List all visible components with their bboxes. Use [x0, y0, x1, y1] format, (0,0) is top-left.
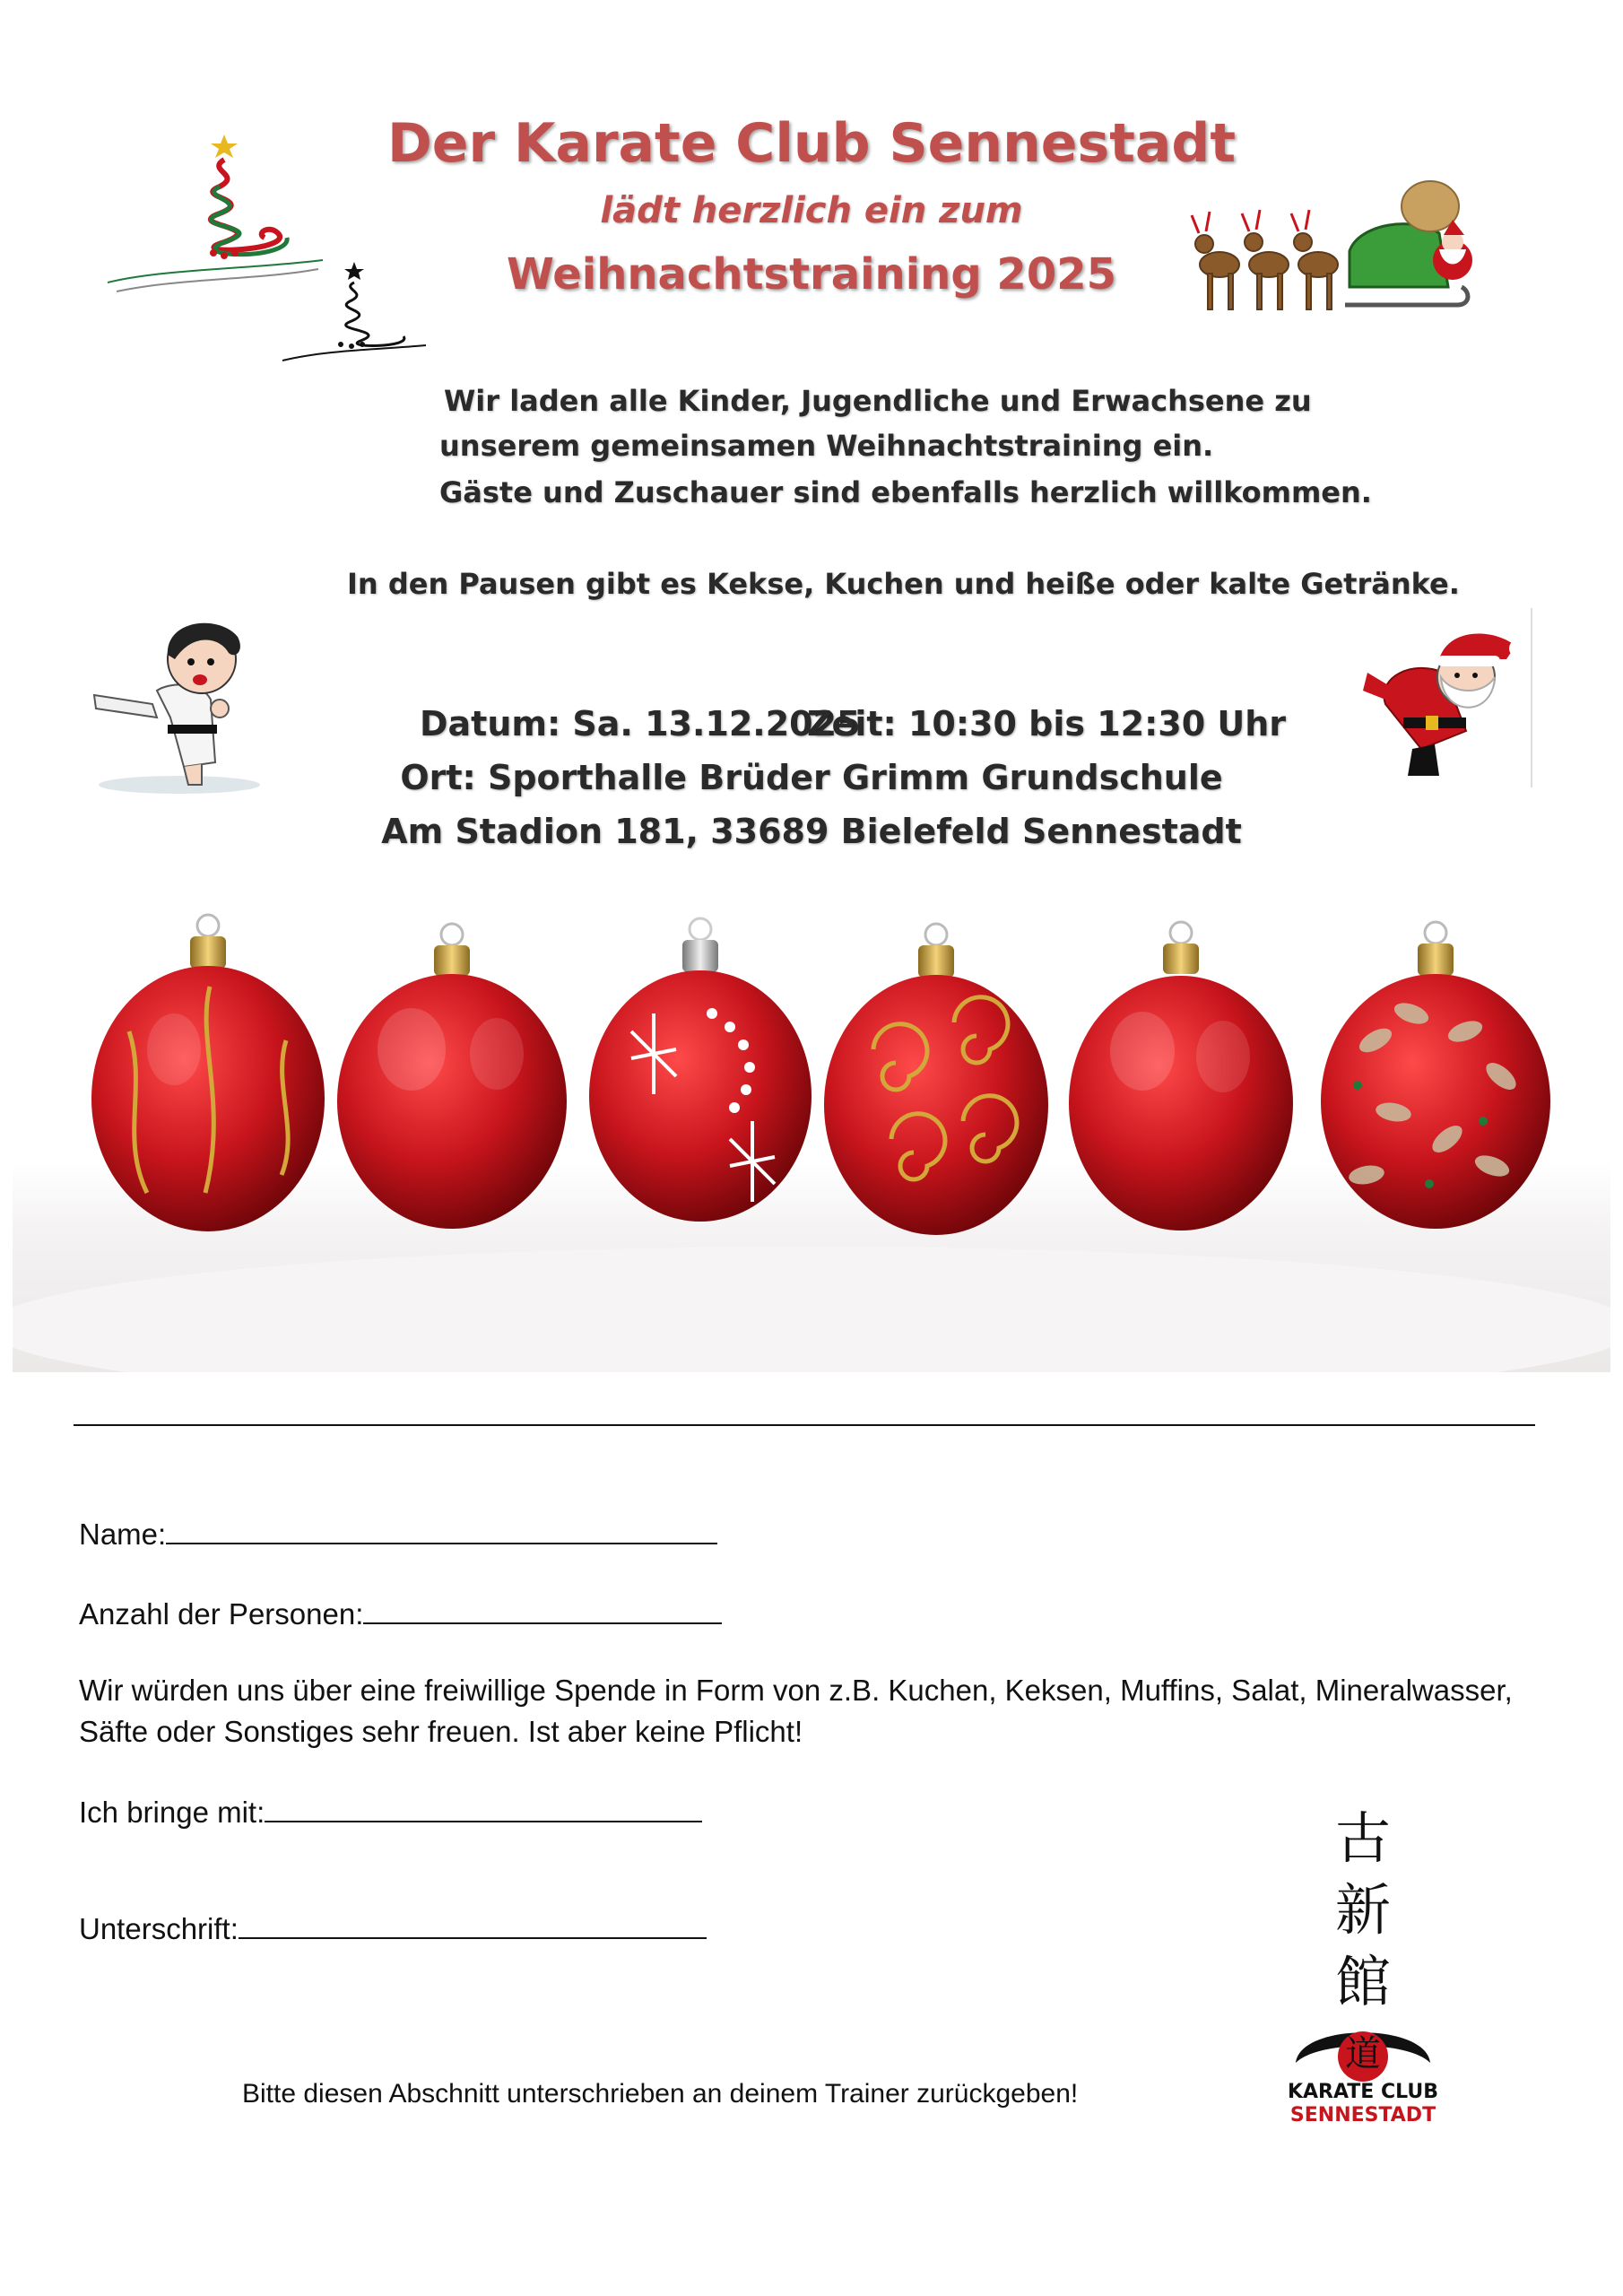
persons-label: Anzahl der Personen: — [79, 1597, 364, 1631]
intro-line-3: Gäste und Zuschauer sind ebenfalls herzlich willkommen. — [439, 475, 1372, 509]
bring-field[interactable] — [265, 1792, 702, 1822]
name-field[interactable] — [166, 1514, 717, 1544]
intro-line-4: In den Pausen gibt es Kekse, Kuchen und heiße oder kalte Getränke. — [347, 567, 1460, 601]
logo-text-1: KARATE CLUB — [1287, 2081, 1439, 2103]
page-title: Der Karate Club Sennestadt — [387, 112, 1236, 175]
event-time: Zeit: 10:30 bis 12:30 Uhr — [807, 704, 1287, 744]
bring-label: Ich bringe mit: — [79, 1796, 265, 1829]
form-row-signature — [79, 1909, 707, 1946]
form-row-name — [79, 1514, 717, 1552]
event-address: Am Stadion 181, 33689 Bielefeld Sennestadt — [381, 812, 1242, 851]
intro-line-2: unserem gemeinsamen Weihnachtstraining ein. — [439, 429, 1214, 463]
logo-kanji-1: 古 — [1334, 1805, 1391, 1871]
cut-line-divider — [74, 1424, 1535, 1426]
form-row-bring — [79, 1792, 702, 1830]
persons-field[interactable] — [363, 1594, 722, 1624]
event-place: Ort: Sporthalle Brüder Grimm Grundschule — [400, 758, 1223, 797]
christmas-tree-icon — [278, 260, 430, 368]
santa-sleigh-icon — [1179, 179, 1502, 323]
ornament-icon — [13, 906, 1610, 1372]
signature-label: Unterschrift: — [79, 1912, 239, 1945]
form-row-persons — [79, 1594, 722, 1631]
intro-line-1: Wir laden alle Kinder, Jugendliche und Erwachsene zu — [444, 384, 1312, 418]
event-title: Weihnachtstraining 2025 — [506, 249, 1117, 300]
logo-kanji-4: 道 — [1345, 2033, 1381, 2074]
name-label: Name: — [79, 1518, 167, 1551]
signature-field[interactable] — [239, 1909, 707, 1939]
logo-text-2: SENNESTADT — [1289, 2104, 1436, 2126]
logo-kanji-3: 館 — [1334, 1949, 1391, 2014]
club-logo — [1282, 1803, 1444, 2126]
event-date: Datum: Sa. 13.12.2025 — [420, 704, 861, 744]
logo-kanji-2: 新 — [1334, 1877, 1391, 1943]
donation-text-2: Säfte oder Sonstiges sehr freuen. Ist aber keine Pflicht! — [79, 1715, 803, 1748]
page-subtitle: lädt herzlich ein zum — [600, 190, 1023, 231]
donation-text-1: Wir würden uns über eine freiwillige Spende in Form von z.B. Kuchen, Keksen, Muffins, Salat, Mineralwasser, — [79, 1674, 1513, 1707]
return-note: Bitte diesen Abschnitt unterschrieben an deinem Trainer zurückgeben! — [242, 2079, 1079, 2109]
ornament-banner — [13, 906, 1610, 1372]
